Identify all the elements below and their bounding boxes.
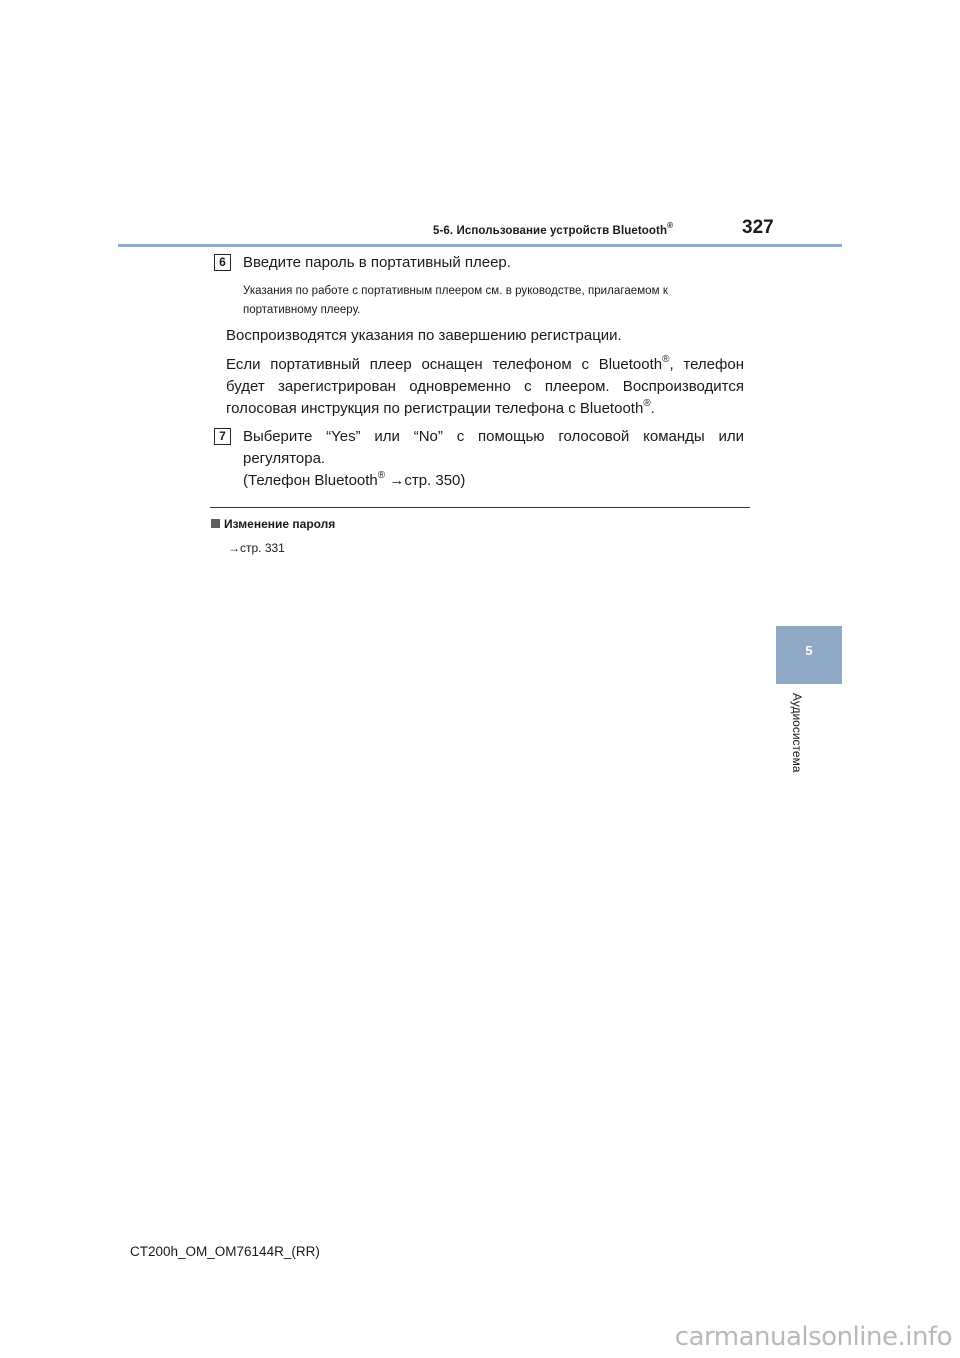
registered-mark: ® (667, 221, 674, 230)
step-badge-7: 7 (214, 428, 231, 445)
watermark: carmanualsonline.info (674, 1322, 952, 1352)
step-7-instruction-line-1: Выберите “Yes” или “No” с помощью голосовой команды или (243, 428, 744, 445)
step-badge-6: 6 (214, 254, 231, 271)
section-title: Изменение пароля (211, 517, 335, 531)
step-6-result-2-line-1: Если портативный плеер оснащен телефоном с Bluetooth®, телефон (226, 354, 744, 373)
step-6-instruction: Введите пароль в портативный плеер. (243, 254, 511, 271)
step-7-instruction-line-2: регулятора. (243, 450, 326, 467)
section-header: 5-6. Использование устройств Bluetooth® (433, 221, 674, 237)
section-divider (210, 507, 750, 508)
page-reference-link[interactable]: →стр. 331 (228, 541, 285, 555)
step-6-result-2-line-2: будет зарегистрирован одновременно с плеером. Воспроизводится (226, 378, 744, 395)
step-7-instruction-line-3: (Телефон Bluetooth® →стр. 350) (243, 470, 466, 489)
step-6-note-line-1: Указания по работе с портативным плеером см. в руководстве, прилагаемом к (243, 285, 668, 297)
step-6-note-line-2: портативному плееру. (243, 304, 361, 316)
header-rule (118, 244, 842, 247)
step-6-result-2-line-3: голосовая инструкция по регистрации телефона с Bluetooth®. (226, 398, 655, 417)
step-6-result-1: Воспроизводятся указания по завершению регистрации. (226, 327, 622, 344)
chapter-tab-label: Аудиосистема (790, 693, 804, 773)
footer-code: CT200h_OM_OM76144R_(RR) (130, 1244, 320, 1259)
square-bullet-icon (211, 519, 220, 528)
chapter-tab: 5 (776, 626, 842, 684)
page-number: 327 (742, 217, 774, 238)
